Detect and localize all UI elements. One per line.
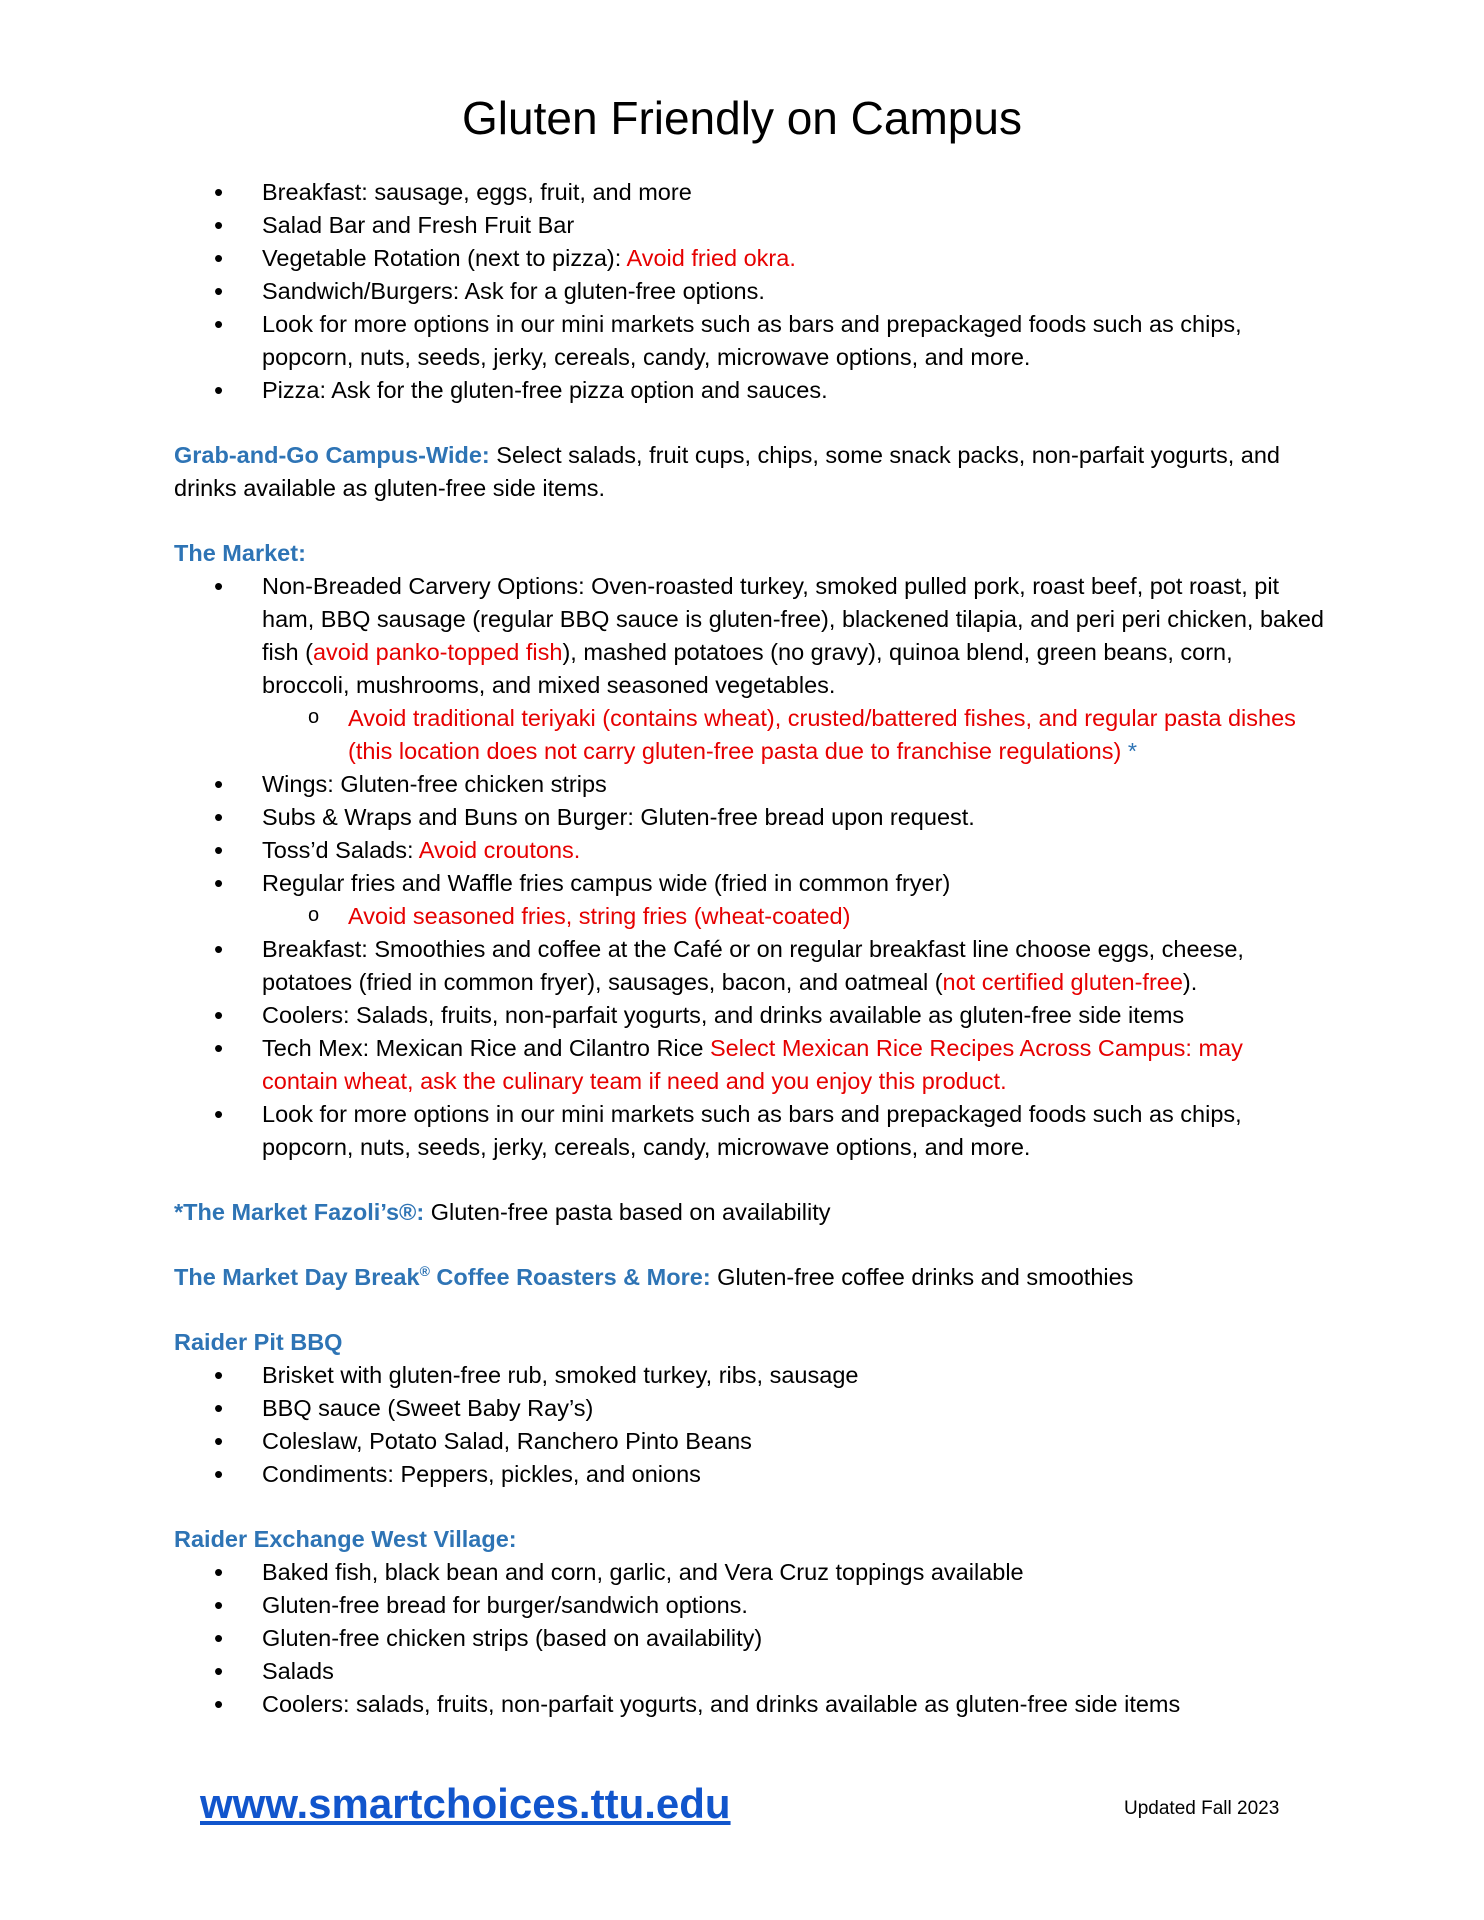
- warning-text: not certified gluten-free: [942, 969, 1183, 995]
- list-item: • Vegetable Rotation (next to pizza): Avoid fried okra.: [174, 242, 1324, 275]
- list-item: • Breakfast: sausage, eggs, fruit, and more: [174, 176, 1324, 209]
- section-heading-raider-exchange: Raider Exchange West Village:: [174, 1526, 517, 1552]
- list-item: • Baked fish, black bean and corn, garlic, and Vera Cruz toppings available: [174, 1556, 1324, 1589]
- document-body: [174, 176, 1324, 1721]
- list-item: • Non-Breaded Carvery Options: Oven-roasted turkey, smoked pulled pork, roast beef, pot roast, pit ham, BBQ sausage (regular BBQ sauce is gluten-free), blackened tilapia, and peri peri chicken, baked fish (avoid panko-topped fish), mashed potatoes (no gravy), quinoa blend, green beans, corn, broccoli, mushrooms, and mixed seasoned vegetables. o Avoid traditional teriyaki (contains wheat), crusted/battered fishes, and regular pasta dishes (this location does not carry gluten-free pasta due to franchise regulations) *: [174, 570, 1324, 768]
- list-item: • Wings: Gluten-free chicken strips: [174, 768, 1324, 801]
- list-item: • Gluten-free chicken strips (based on availability): [174, 1622, 1324, 1655]
- list-item: • BBQ sauce (Sweet Baby Ray’s): [174, 1392, 1324, 1425]
- section-heading-market: The Market:: [174, 540, 306, 566]
- list-item: • Regular fries and Waffle fries campus wide (fried in common fryer) o Avoid seasoned fries, string fries (wheat-coated): [174, 867, 1324, 933]
- updated-date: Updated Fall 2023: [1124, 1798, 1280, 1819]
- sub-list: [174, 702, 1324, 768]
- raider-exchange-list: [174, 1556, 1324, 1721]
- website-link[interactable]: www.smartchoices.ttu.edu: [200, 1780, 731, 1827]
- list-item: • Breakfast: Smoothies and coffee at the Café or on regular breakfast line choose eggs, cheese, potatoes (fried in common fryer), sausages, bacon, and oatmeal (not certified gluten-free).: [174, 933, 1324, 999]
- raider-pit-list: [174, 1359, 1324, 1491]
- fazolis-section: *The Market Fazoli’s®: Gluten-free pasta based on availability: [174, 1199, 831, 1225]
- intro-list: [174, 176, 1324, 407]
- list-item: • Look for more options in our mini markets such as bars and prepackaged foods such as chips, popcorn, nuts, seeds, jerky, cereals, candy, microwave options, and more.: [174, 1098, 1324, 1164]
- list-item: • Salads: [174, 1655, 1324, 1688]
- list-item: • Look for more options in our mini markets such as bars and prepackaged foods such as chips, popcorn, nuts, seeds, jerky, cereals, candy, microwave options, and more.: [174, 308, 1324, 374]
- sub-list: [174, 900, 1324, 933]
- sub-list-item: o Avoid traditional teriyaki (contains wheat), crusted/battered fishes, and regular pasta dishes (this location does not carry gluten-free pasta due to franchise regulations) *: [174, 702, 1324, 768]
- sub-list-item: o Avoid seasoned fries, string fries (wheat-coated): [174, 900, 1324, 933]
- grab-and-go-section: Grab-and-Go Campus-Wide: Select salads, fruit cups, chips, some snack packs, non-parfait yogurts, and drinks available as gluten-free side items.: [174, 442, 1280, 501]
- list-item: • Coleslaw, Potato Salad, Ranchero Pinto Beans: [174, 1425, 1324, 1458]
- list-item: • Condiments: Peppers, pickles, and onions: [174, 1458, 1324, 1491]
- list-item: • Tech Mex: Mexican Rice and Cilantro Rice Select Mexican Rice Recipes Across Campus: may contain wheat, ask the culinary team if need and you enjoy this product.: [174, 1032, 1324, 1098]
- warning-text: avoid panko-topped fish: [312, 639, 563, 665]
- list-item: • Sandwich/Burgers: Ask for a gluten-free options.: [174, 275, 1324, 308]
- list-item: • Coolers: Salads, fruits, non-parfait yogurts, and drinks available as gluten-free side items: [174, 999, 1324, 1032]
- list-item: • Pizza: Ask for the gluten-free pizza option and sauces.: [174, 374, 1324, 407]
- list-item: • Coolers: salads, fruits, non-parfait yogurts, and drinks available as gluten-free side items: [174, 1688, 1324, 1721]
- warning-text: Avoid croutons.: [418, 837, 581, 863]
- section-heading: Grab-and-Go Campus-Wide:: [174, 442, 490, 468]
- market-list: [174, 570, 1324, 1164]
- warning-text: Select Mexican Rice Recipes Across Campus: may contain wheat, ask the culinary team if need and you enjoy this product.: [262, 1035, 1243, 1094]
- list-item: • Brisket with gluten-free rub, smoked turkey, ribs, sausage: [174, 1359, 1324, 1392]
- list-item: • Toss’d Salads: Avoid croutons.: [174, 834, 1324, 867]
- list-item: • Salad Bar and Fresh Fruit Bar: [174, 209, 1324, 242]
- warning-text: Avoid fried okra.: [626, 245, 796, 271]
- section-heading: *The Market Fazoli’s®:: [174, 1199, 425, 1225]
- section-heading: The Market Day Break® Coffee Roasters & More:: [174, 1263, 711, 1290]
- list-item: • Gluten-free bread for burger/sandwich options.: [174, 1589, 1324, 1622]
- section-heading-raider-pit: Raider Pit BBQ: [174, 1329, 343, 1355]
- daybreak-section: The Market Day Break® Coffee Roasters & More: Gluten-free coffee drinks and smoothies: [174, 1263, 1134, 1290]
- list-item: • Subs & Wraps and Buns on Burger: Gluten-free bread upon request.: [174, 801, 1324, 834]
- page-title: Gluten Friendly on Campus: [462, 92, 1022, 144]
